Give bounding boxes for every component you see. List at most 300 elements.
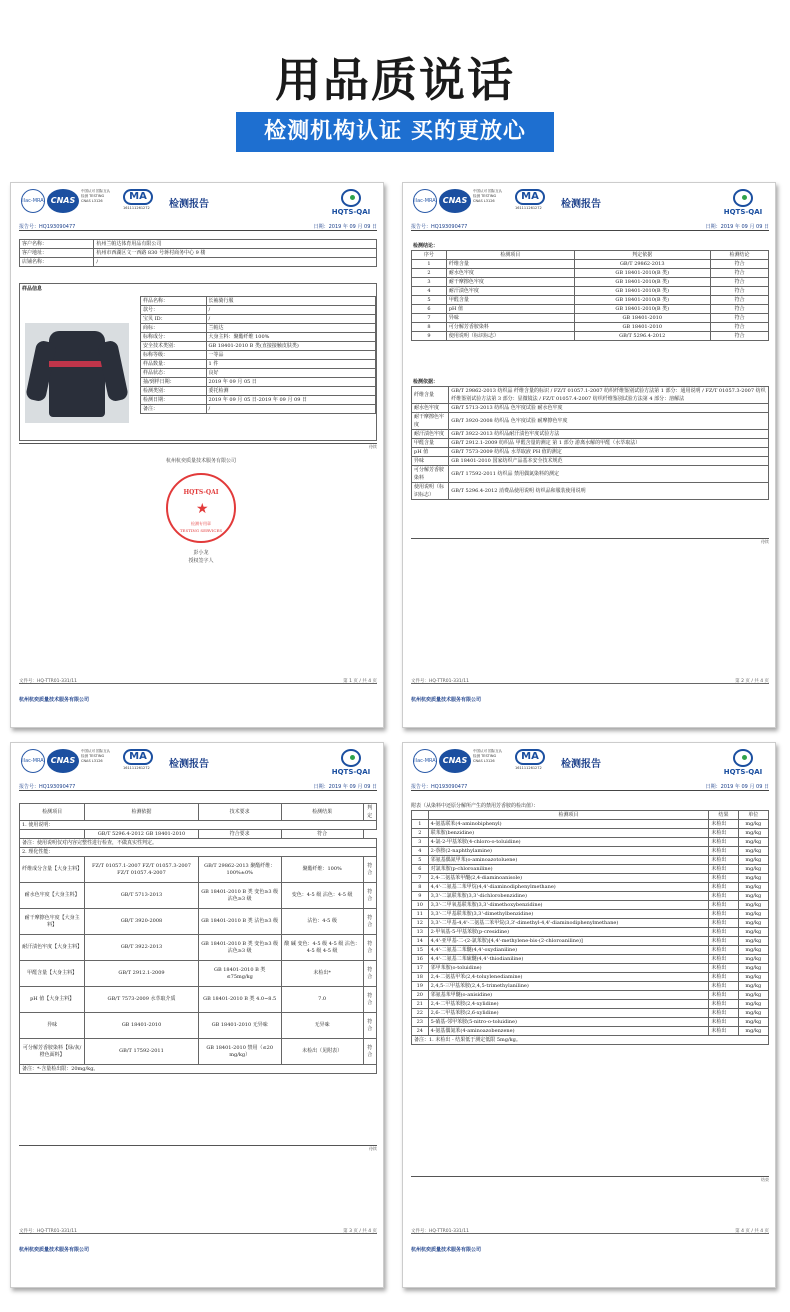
ma-number: 161111261272	[123, 766, 150, 770]
form-number: 文件号：HQ-TTR01-331/11	[411, 1229, 469, 1234]
table-cell: 符合	[710, 314, 768, 323]
table-cell: 标称成分：	[141, 333, 207, 342]
table-cell: GB 18401-2010	[574, 314, 710, 323]
table-cell: GB 18401-2010	[574, 323, 710, 332]
table-cell: 耐汗渍色牢度	[412, 430, 449, 439]
table-row	[412, 430, 769, 439]
table-cell: mg/kg	[738, 820, 768, 829]
note-row	[20, 1065, 377, 1074]
table-cell: 客户名称：	[20, 240, 94, 249]
table-cell: 邻氨基苯甲醚(o-anisidine)	[428, 991, 709, 1000]
table-cell: GB 18401-2010(B 类)	[574, 305, 710, 314]
table-cell: 联苯胺(benzidine)	[428, 829, 709, 838]
table-cell: 2	[412, 269, 447, 278]
table-cell: 8	[412, 323, 447, 332]
table-cell: 4,4'-亚甲基-二-(2-氯苯胺)[4,4'-methylene-bis-(2-chloroaniline)]	[428, 937, 709, 946]
table-cell: GB/T 5296.4-2012 消费品使用说明 纺织品和服装使用说明	[449, 483, 769, 500]
table-cell: mg/kg	[738, 928, 768, 937]
table-cell: 符合	[363, 961, 376, 987]
report-page-3	[10, 742, 384, 1288]
ma-number: 161111261272	[123, 206, 150, 210]
table-row	[141, 333, 376, 342]
table-cell: mg/kg	[738, 973, 768, 982]
table-cell: 4,4'-二氨基二苯硫醚(4,4'-thiodianiline)	[428, 955, 709, 964]
table-cell: 备注：	[141, 405, 207, 414]
table-cell: 未检出	[709, 1009, 738, 1018]
table-cell: /	[94, 258, 377, 267]
report-header	[19, 189, 377, 221]
table-row	[412, 937, 769, 946]
table-cell: 2-萘胺(2-naphthylamine)	[428, 847, 709, 856]
footer-company: 杭州杭奕质量技术服务有限公司	[19, 697, 90, 703]
table-cell: 耐汗渍色牢度【大身主料】	[20, 935, 85, 961]
table-cell: 3,3'-二甲基-4,4'-二氨基二苯甲烷(3,3'-dimethyl-4,4'-diaminodiphenylmethane)	[428, 919, 709, 928]
table-cell: 甲醛含量	[412, 439, 449, 448]
conclusion-section	[411, 241, 769, 341]
table-cell: 符合	[710, 305, 768, 314]
table-cell: 未检出	[709, 1018, 738, 1027]
sample-title: 样品信息	[22, 286, 43, 292]
table-row	[412, 955, 769, 964]
note-text: 备注：1. 未检出 - 结果低于测定低限 5mg/kg。	[412, 1036, 769, 1045]
table-cell: pH 值	[412, 448, 449, 457]
table-cell: 耐汗渍色牢度	[446, 287, 574, 296]
table-cell: GB/T 3920-2008	[85, 909, 198, 935]
table-cell: 4-氨基联苯(4-aminobiphenyl)	[428, 820, 709, 829]
table-cell: GB/T 29862-2013 纺织品 纤维含量的标识 / FZ/T 01057.1-2007 纺织纤维鉴别试验方法第 1 部分：通用说明 / FZ/T 01057.3-2007 纺织纤维鉴别试验方法第 3 部分：显微镜法 / FZ/T 01057.4-2007 纺织纤维鉴别试验方法第 4 部分：溶解法	[449, 387, 769, 404]
table-cell: 符合	[710, 269, 768, 278]
table-cell: GB 18401-2010 B 类 变色≥3 级 沾色≥3 级	[198, 935, 281, 961]
table-header-row	[412, 811, 769, 820]
table-row	[141, 342, 376, 351]
table-cell: GB/T 7573-2009 水萃取介质	[85, 987, 198, 1013]
table-cell: 长袖骑行服	[206, 297, 375, 306]
table-cell: 3,3'-二氯联苯胺(3,3'-dichlorobenzidine)	[428, 892, 709, 901]
table-cell: 未检出	[709, 991, 738, 1000]
table-row	[412, 883, 769, 892]
table-cell: 6	[412, 305, 447, 314]
table-cell: 未检出	[709, 847, 738, 856]
table-header-cell: 检测项目	[446, 251, 574, 260]
table-row	[20, 830, 377, 839]
form-number: 文件号：HQ-TTR01-331/11	[411, 679, 469, 684]
table-cell: 未检出	[709, 901, 738, 910]
table-cell: 符合	[710, 278, 768, 287]
ilac-logo-icon: ilac-MRA	[21, 189, 45, 213]
cnas-text: 中国认可 国际互认 检测 TESTING CNAS L3126	[81, 189, 111, 203]
table-row	[412, 928, 769, 937]
table-cell: mg/kg	[738, 847, 768, 856]
table-row	[141, 324, 376, 333]
table-cell: 13	[412, 928, 429, 937]
table-row	[412, 820, 769, 829]
table-row	[412, 973, 769, 982]
table-cell: 2,4,5-三甲基苯胺(2,4,5-trimethylaniline)	[428, 982, 709, 991]
table-row	[412, 865, 769, 874]
table-cell: 大身主料：聚酯纤维 100%	[206, 333, 375, 342]
table-cell: GB/T 17592-2011 纺织品 禁用偶氮染料的测定	[449, 466, 769, 483]
table-row	[412, 448, 769, 457]
table-cell: mg/kg	[738, 874, 768, 883]
table-cell: mg/kg	[738, 1027, 768, 1036]
conclusion-title: 检测结论：	[413, 243, 439, 249]
table-header-cell: 判定依据	[574, 251, 710, 260]
table-cell: 未检出	[709, 982, 738, 991]
table-header-cell: 单位	[738, 811, 768, 820]
table-row	[141, 396, 376, 405]
table-row	[20, 249, 377, 258]
table-cell: GB/T 3922-2013	[85, 935, 198, 961]
table-cell: mg/kg	[738, 964, 768, 973]
table-cell: 未检出	[709, 910, 738, 919]
report-header	[19, 749, 377, 781]
report-date: 日期：2019 年 09 月 09 日	[705, 784, 769, 790]
table-row	[412, 439, 769, 448]
table-row	[412, 323, 769, 332]
table-row	[141, 387, 376, 396]
banner: 检测机构认证 买的更放心	[236, 112, 554, 152]
table-cell: GB 18401-2010 B 类 4.0~8.5	[198, 987, 281, 1013]
table-cell: 可分解芳香胺染料	[446, 323, 574, 332]
table-cell: 符合	[363, 857, 376, 883]
table-cell: 邻氨基偶氮甲苯(o-aminoazotoluene)	[428, 856, 709, 865]
table-cell: 18	[412, 973, 429, 982]
table-cell: 邻甲苯胺(o-toluidine)	[428, 964, 709, 973]
table-cell: 7.0	[281, 987, 363, 1013]
footer-company: 杭州杭奕质量技术服务有限公司	[411, 697, 482, 703]
hqts-label: HQTS-QAI	[723, 768, 763, 776]
report-date: 日期：2019 年 09 月 09 日	[705, 224, 769, 230]
report-footer	[19, 679, 377, 703]
table-cell: 4	[412, 287, 447, 296]
table-row	[412, 964, 769, 973]
table-cell: 耐干摩擦色牢度	[446, 278, 574, 287]
table-row	[412, 946, 769, 955]
form-number: 文件号：HQ-TTR01-331/11	[19, 1229, 77, 1234]
ma-logo-icon: MA	[515, 749, 545, 765]
section-row	[20, 848, 377, 857]
table-cell: 2	[412, 829, 429, 838]
table-cell: 未检出	[709, 919, 738, 928]
report-date: 日期：2019 年 09 月 09 日	[313, 224, 377, 230]
table-row	[412, 919, 769, 928]
table-cell: 使用说明（标识标志）	[446, 332, 574, 341]
note-row	[412, 1036, 769, 1045]
table-header-cell: 检测项目	[428, 811, 709, 820]
table-cell: 未检出（见附表）	[281, 1039, 363, 1065]
table-cell: /	[206, 405, 375, 414]
table-cell: 甲醛含量【大身主料】	[20, 961, 85, 987]
table-row	[141, 369, 376, 378]
table-cell: 未检出	[709, 838, 738, 847]
table-cell: GB/T 5713-2013	[85, 883, 198, 909]
ilac-logo-icon: ilac-MRA	[413, 749, 437, 773]
table-cell: 8	[412, 883, 429, 892]
table-row	[412, 314, 769, 323]
table-cell: 5-硝基-邻甲苯胺(5-nitro-o-toluidine)	[428, 1018, 709, 1027]
table-row	[412, 483, 769, 500]
table-cell: 可分解芳香胺染料【绿/灰/橙色面料】	[20, 1039, 85, 1065]
table-header-cell: 结果	[709, 811, 738, 820]
basis-title: 检测依据：	[413, 379, 439, 385]
table-cell: 样品名称：	[141, 297, 207, 306]
table-cell: 异味	[20, 1013, 85, 1039]
section-row-text: 1. 使用说明：	[20, 821, 377, 830]
table-row	[141, 306, 376, 315]
table-cell: 未检出	[709, 820, 738, 829]
table-row	[412, 387, 769, 404]
report-number: 报告号：HQ193090477	[19, 784, 76, 790]
table-header-cell	[412, 811, 429, 820]
table-cell: 杭州兰帕达体育用品有限公司	[94, 240, 377, 249]
table-cell: 11	[412, 910, 429, 919]
table-cell: 符合	[710, 260, 768, 269]
continued-mark: 待续	[19, 1145, 377, 1152]
table-cell: mg/kg	[738, 829, 768, 838]
table-row	[141, 297, 376, 306]
table-row	[412, 296, 769, 305]
table-row	[412, 305, 769, 314]
table-cell: 无异味	[281, 1013, 363, 1039]
table-cell: 沾色：4-5 级	[281, 909, 363, 935]
hqts-label: HQTS-QAI	[723, 208, 763, 216]
ma-number: 161111261272	[515, 206, 542, 210]
report-title: 检测报告	[169, 759, 209, 770]
table-cell: GB/T 17592-2011	[85, 1039, 198, 1065]
report-footer	[411, 1229, 769, 1253]
table-cell: GB/T 5713-2013 纺织品 色牢度试验 耐水色牢度	[449, 404, 769, 413]
table-cell: 未检出	[709, 883, 738, 892]
note-row	[20, 839, 377, 848]
table-row	[20, 909, 377, 935]
form-number: 文件号：HQ-TTR01-331/11	[19, 679, 77, 684]
report-page-1	[10, 182, 384, 728]
table-row	[412, 847, 769, 856]
table-cell: 未检出	[709, 928, 738, 937]
report-page-2	[402, 182, 776, 728]
table-cell: GB 18401-2010(B 类)	[574, 269, 710, 278]
table-cell: 未检出	[709, 1000, 738, 1009]
seal-bottom: TESTING SERVICES	[179, 528, 223, 533]
table-row	[20, 1039, 377, 1065]
table-header-row	[20, 804, 377, 821]
table-cell: 耐水色牢度	[412, 404, 449, 413]
table-cell: 款号：	[141, 306, 207, 315]
client-table	[19, 239, 377, 267]
table-cell: 委托检测	[206, 387, 375, 396]
table-cell: 4,4'-二氨基二苯醚(4,4'-oxydianiline)	[428, 946, 709, 955]
table-row	[412, 874, 769, 883]
table-cell: 9	[412, 332, 447, 341]
hqts-label: HQTS-QAI	[331, 768, 371, 776]
table-row	[20, 987, 377, 1013]
table-cell: mg/kg	[738, 1018, 768, 1027]
continued-mark: 待续	[411, 538, 769, 545]
page-number: 第 2 页 / 共 4 页	[735, 679, 769, 684]
table-header-row	[412, 251, 769, 260]
table-cell: 使用说明（标识标志）	[412, 483, 449, 500]
report-page-4	[402, 742, 776, 1288]
table-cell: 安全技术类别：	[141, 342, 207, 351]
hqts-logo-icon	[341, 189, 361, 207]
table-row	[141, 378, 376, 387]
table-cell	[20, 830, 85, 839]
basis-section	[411, 377, 769, 500]
table-cell: 2,4-二甲基苯胺(2,4-xylidine)	[428, 1000, 709, 1009]
table-row	[412, 332, 769, 341]
table-row	[412, 1027, 769, 1036]
table-cell: mg/kg	[738, 946, 768, 955]
table-row	[412, 901, 769, 910]
table-cell: 商标：	[141, 324, 207, 333]
table-row	[20, 935, 377, 961]
table-cell: 3,3'-二甲基联苯胺(3,3'-dimethylbenzidine)	[428, 910, 709, 919]
table-cell: 良好	[206, 369, 375, 378]
table-header-cell: 技术要求	[198, 804, 281, 821]
table-cell: 3,3'-二甲氧基联苯胺(3,3'-dimethoxybenzidine)	[428, 901, 709, 910]
table-row	[412, 838, 769, 847]
table-cell: 符合	[710, 323, 768, 332]
table-cell: mg/kg	[738, 937, 768, 946]
table-cell: 甲醛含量	[446, 296, 574, 305]
cnas-text: 中国认可 国际互认 检测 TESTING CNAS L3126	[473, 189, 503, 203]
table-row	[412, 287, 769, 296]
table-header-cell: 检测结果	[281, 804, 363, 821]
report-footer	[411, 679, 769, 703]
table-cell: 宝贝 ID：	[141, 315, 207, 324]
table-cell: 2-甲氧基-5-甲基苯胺(p-cresidine)	[428, 928, 709, 937]
table-cell: 2019 年 09 月 05 日	[206, 378, 375, 387]
table-cell: 19	[412, 982, 429, 991]
table-row	[412, 892, 769, 901]
table-cell: pH 值【大身主料】	[20, 987, 85, 1013]
report-header	[411, 749, 769, 781]
table-cell: 样品状态：	[141, 369, 207, 378]
table-cell: 符合	[363, 1013, 376, 1039]
table-cell: 纤维含量	[446, 260, 574, 269]
signer: 彭小龙	[193, 550, 209, 556]
table-header-cell: 判定	[363, 804, 376, 821]
table-row	[141, 360, 376, 369]
table-cell: 符合	[281, 830, 363, 839]
page-heading: 用品质说话	[275, 53, 515, 107]
amine-section	[411, 801, 769, 1045]
table-cell: GB/T 2912.1-2009	[85, 961, 198, 987]
amine-caption: 附表（从染料中还原分解所产生的禁用芳香胺的检出值）：	[411, 803, 539, 809]
table-cell: 符合	[710, 296, 768, 305]
ma-number: 161111261272	[515, 766, 542, 770]
table-cell: 未检出	[709, 892, 738, 901]
table-header-cell: 检测结论	[710, 251, 768, 260]
table-cell: GB 18401-2010	[85, 1013, 198, 1039]
signer-title: 授权签字人	[188, 558, 214, 564]
table-cell: 符合	[363, 935, 376, 961]
cnas-text: 中国认可 国际互认 检测 TESTING CNAS L3126	[473, 749, 503, 763]
ilac-logo-icon: ilac-MRA	[21, 749, 45, 773]
table-cell: GB/T 29862-2013 聚酯纤维：100%±0%	[198, 857, 281, 883]
table-header-cell: 检测项目	[20, 804, 85, 821]
table-cell: 3	[412, 838, 429, 847]
table-cell: GB/T 3922-2013 纺织品耐汗渍色牢度试验方法	[449, 430, 769, 439]
table-cell: 2019 年 09 月 05 日-2019 年 09 月 09 日	[206, 396, 375, 405]
page-number: 第 4 页 / 共 4 页	[735, 1229, 769, 1234]
table-row	[412, 1000, 769, 1009]
table-cell: 23	[412, 1018, 429, 1027]
ilac-logo-icon: ilac-MRA	[413, 189, 437, 213]
report-number-row	[19, 223, 377, 231]
table-row	[412, 278, 769, 287]
table-cell: 17	[412, 964, 429, 973]
table-row	[412, 413, 769, 430]
table-cell: GB 18401-2010(B 类)	[574, 296, 710, 305]
table-cell: GB/T 5296.4-2012	[574, 332, 710, 341]
hqts-logo-icon	[733, 189, 753, 207]
table-cell: 未检出	[709, 946, 738, 955]
table-cell: 7	[412, 314, 447, 323]
table-row	[412, 982, 769, 991]
table-cell: 符合	[363, 987, 376, 1013]
table-cell: 未检出	[709, 856, 738, 865]
table-cell: 2,4-二氨基苯甲醚(2,4-diaminoanisole)	[428, 874, 709, 883]
table-cell: 未检出	[709, 964, 738, 973]
table-cell: 未检出	[709, 955, 738, 964]
page-number: 第 3 页 / 共 4 页	[343, 1229, 377, 1234]
table-row	[412, 1009, 769, 1018]
table-cell: 7	[412, 874, 429, 883]
table-cell: GB/T 5296.4-2012 GB 18401-2010	[85, 830, 198, 839]
seal-star-icon: ★	[196, 501, 209, 517]
table-cell: 10	[412, 901, 429, 910]
table-cell: 未检出*	[281, 961, 363, 987]
table-cell: 未检出	[709, 829, 738, 838]
cnas-logo-icon: CNAS	[47, 189, 79, 213]
table-cell: 1 件	[206, 360, 375, 369]
table-cell: 9	[412, 892, 429, 901]
table-cell: mg/kg	[738, 865, 768, 874]
table-cell: 检测日期：	[141, 396, 207, 405]
table-cell: 未检出	[709, 973, 738, 982]
table-cell: mg/kg	[738, 919, 768, 928]
table-cell: 聚酯纤维：100%	[281, 857, 363, 883]
table-cell: 符合	[363, 1039, 376, 1065]
table-header-cell: 序号	[412, 251, 447, 260]
official-seal	[166, 473, 236, 543]
cnas-logo-icon: CNAS	[439, 749, 471, 773]
table-cell: 14	[412, 937, 429, 946]
table-cell: 纤维含量	[412, 387, 449, 404]
table-cell: 耐水色牢度	[446, 269, 574, 278]
table-cell: 可分解芳香胺染料	[412, 466, 449, 483]
table-cell: 异味	[446, 314, 574, 323]
hqts-logo-icon	[341, 749, 361, 767]
table-cell: mg/kg	[738, 982, 768, 991]
results-section	[19, 803, 377, 1074]
table-cell: GB 18401-2010 国家纺织产品基本安全技术规范	[449, 457, 769, 466]
table-cell: 符合	[363, 909, 376, 935]
table-cell: 12	[412, 919, 429, 928]
table-cell: 异味	[412, 457, 449, 466]
table-cell: FZ/T 01057.1-2007 FZ/T 01057.3-2007 FZ/T 01057.4-2007	[85, 857, 198, 883]
table-row	[412, 404, 769, 413]
report-title: 检测报告	[561, 759, 601, 770]
table-cell: 一等品	[206, 351, 375, 360]
table-cell: /	[206, 315, 375, 324]
report-number-row	[19, 783, 377, 791]
report-number: 报告号：HQ193090477	[411, 224, 468, 230]
table-cell: 耐干摩擦色牢度【大身主料】	[20, 909, 85, 935]
table-cell: 5	[412, 296, 447, 305]
table-cell: 未检出	[709, 865, 738, 874]
